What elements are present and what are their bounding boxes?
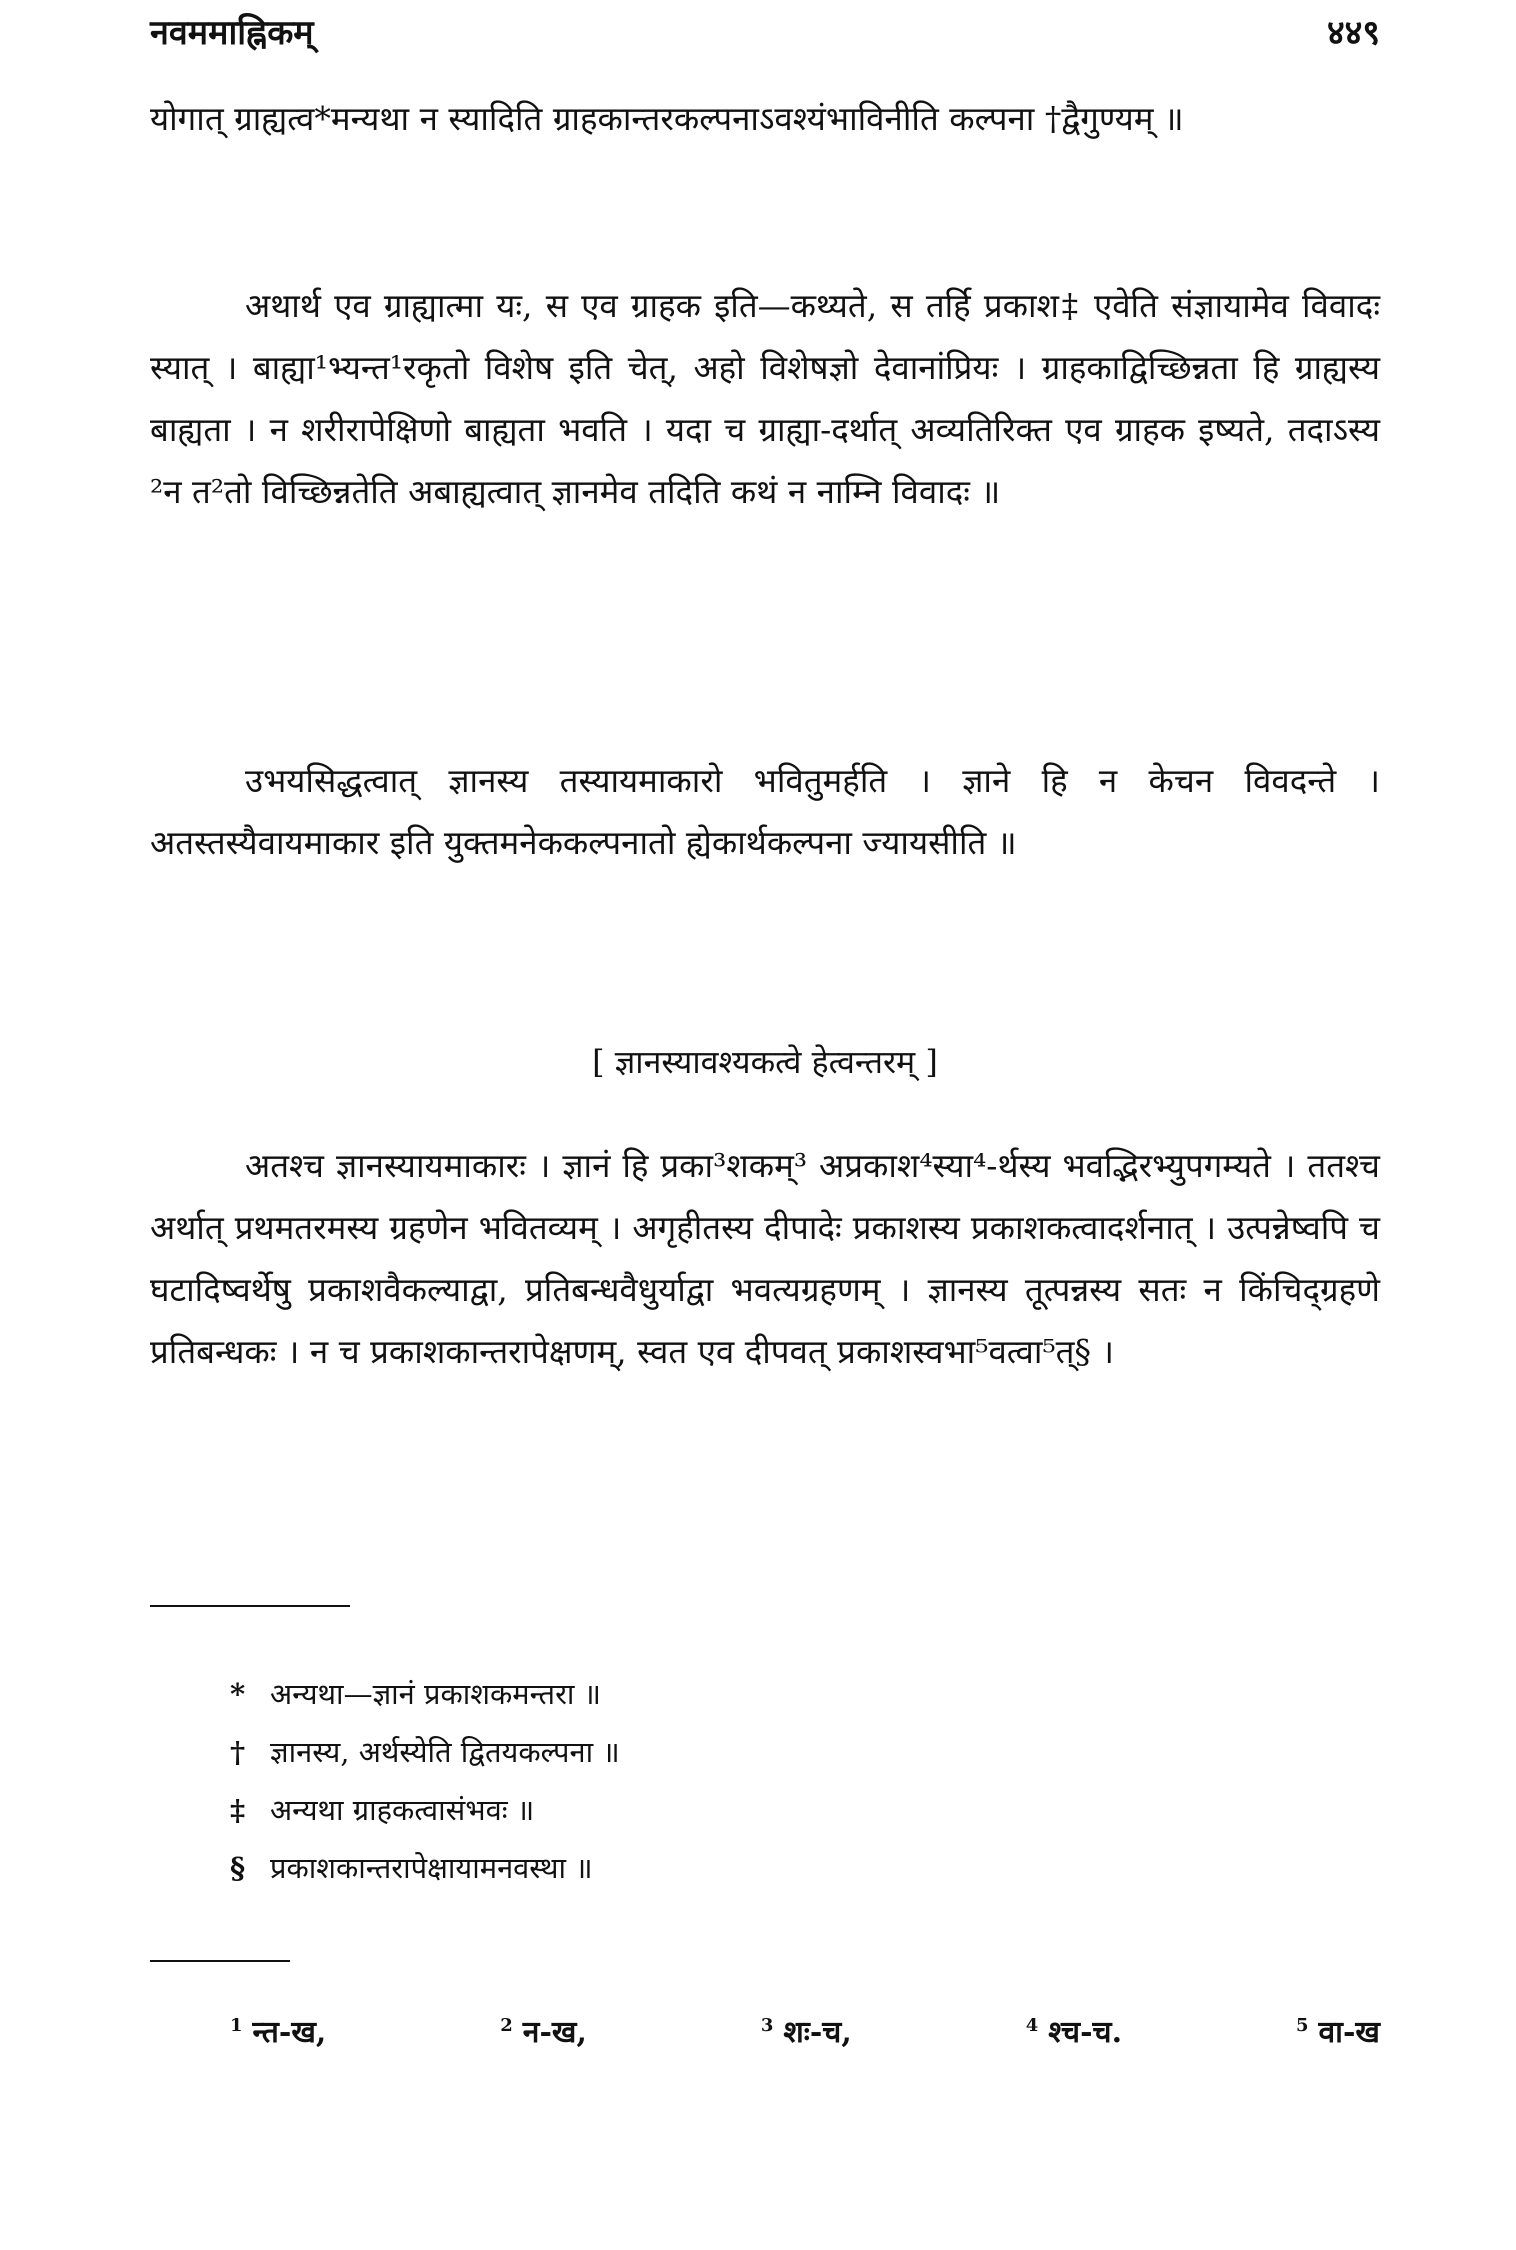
variant-item <box>230 2010 326 2051</box>
footnote-mark: * <box>230 1677 246 1711</box>
running-title: नवममाह्निकम् <box>150 13 314 53</box>
footnote-text: अन्यथा—ज्ञानं प्रकाशकमन्तरा ॥ <box>270 1677 602 1711</box>
footnote-mark: § <box>230 1851 246 1885</box>
footnote-item <box>230 1665 1230 1723</box>
variant-number: 3 <box>760 2015 774 2036</box>
variant-item <box>1026 2010 1122 2051</box>
variant-text: वा-ख <box>1318 2015 1380 2050</box>
variant-readings <box>230 2010 1380 2051</box>
variant-number: 5 <box>1295 2015 1309 2036</box>
variant-text: न-ख, <box>522 2015 587 2050</box>
footnote-text: प्रकाशकान्तरापेक्षायामनवस्था ॥ <box>270 1851 593 1885</box>
page-header <box>150 8 1380 58</box>
variant-number: 1 <box>230 2015 243 2036</box>
footnote-mark: ‡ <box>230 1793 246 1827</box>
variant-text: न्त-ख, <box>252 2015 327 2050</box>
footnote-list <box>230 1665 1230 1897</box>
variant-number: 2 <box>500 2015 513 2036</box>
variant-rule <box>150 1960 290 1962</box>
variant-text: शः-च, <box>783 2015 852 2050</box>
variant-item <box>1296 2010 1380 2051</box>
variant-item <box>761 2010 852 2051</box>
footnote-rule <box>150 1605 350 1607</box>
variant-text: श्च-च. <box>1048 2015 1123 2050</box>
footnote-item <box>230 1781 1230 1839</box>
page-number: ४४९ <box>1326 13 1380 53</box>
footnote-item <box>230 1723 1230 1781</box>
footnote-item <box>230 1839 1230 1897</box>
section-heading: [ ज्ञानस्यावश्यकत्वे हेत्वन्तरम् ] <box>592 1043 938 1081</box>
paragraph-2: अथार्थ एव ग्राह्यात्मा यः, स एव ग्राहक इति—कथ्यते, स तर्हि प्रकाश‡ एवेति संज्ञायामेव विवादः स्यात् । बाह्या¹भ्यन्त¹रकृतो विशेष इति चेत्, अहो विशेषज्ञो देवानांप्रियः । ग्राहकाद्विच्छिन्नता हि ग्राह्यस्य बाह्यता । न शरीरापेक्षिणो बाह्यता भवति । यदा च ग्राह्या-दर्थात् अव्यतिरिक्त एव ग्राहक इष्यते, तदाऽस्य ²न त²तो विच्छिन्नतेति अबाह्यत्वात् ज्ञानमेव तदिति कथं न नाम्नि विवादः ॥ <box>150 286 1380 511</box>
variant-number: 4 <box>1025 2015 1039 2036</box>
footnote-text: अन्यथा ग्राहकत्वासंभवः ॥ <box>270 1793 535 1827</box>
paragraph-3: उभयसिद्धत्वात् ज्ञानस्य तस्यायमाकारो भवितुमर्हति । ज्ञाने हि न केचन विवदन्ते । अतस्तस्यैवायमाकार इति युक्तमनेककल्पनातो ह्येकार्थकल्पना ज्यायसीति ॥ <box>150 761 1380 862</box>
footnote-text: ज्ञानस्य, अर्थस्येति द्वितयकल्पना ॥ <box>270 1735 620 1769</box>
paragraph-1: योगात् ग्राह्यत्व*मन्यथा न स्यादिति ग्राहकान्तरकल्पनाऽवश्यंभाविनीति कल्पना †द्वैगुण्यम् ॥ <box>150 99 1184 138</box>
paragraph-4: अतश्च ज्ञानस्यायमाकारः । ज्ञानं हि प्रका³शकम्³ अप्रकाश⁴स्या⁴-र्थस्य भवद्भिरभ्युपगम्यते । ततश्च अर्थात् प्रथमतरमस्य ग्रहणेन भवितव्यम् । अगृहीतस्य दीपादेः प्रकाशस्य प्रकाशकत्वादर्शनात् । उत्पन्नेष्वपि च घटादिष्वर्थेषु प्रकाशवैकल्याद्वा, प्रतिबन्धवैधुर्याद्वा भवत्यग्रहणम् । ज्ञानस्य तूत्पन्नस्य सतः न किंचिद्ग्रहणे प्रतिबन्धकः । न च प्रकाशकान्तरापेक्षणम्, स्वत एव दीपवत् प्रकाशस्वभा⁵वत्वा⁵त्§ । <box>150 1146 1380 1371</box>
variant-item <box>500 2010 587 2051</box>
footnote-mark: † <box>230 1735 246 1769</box>
